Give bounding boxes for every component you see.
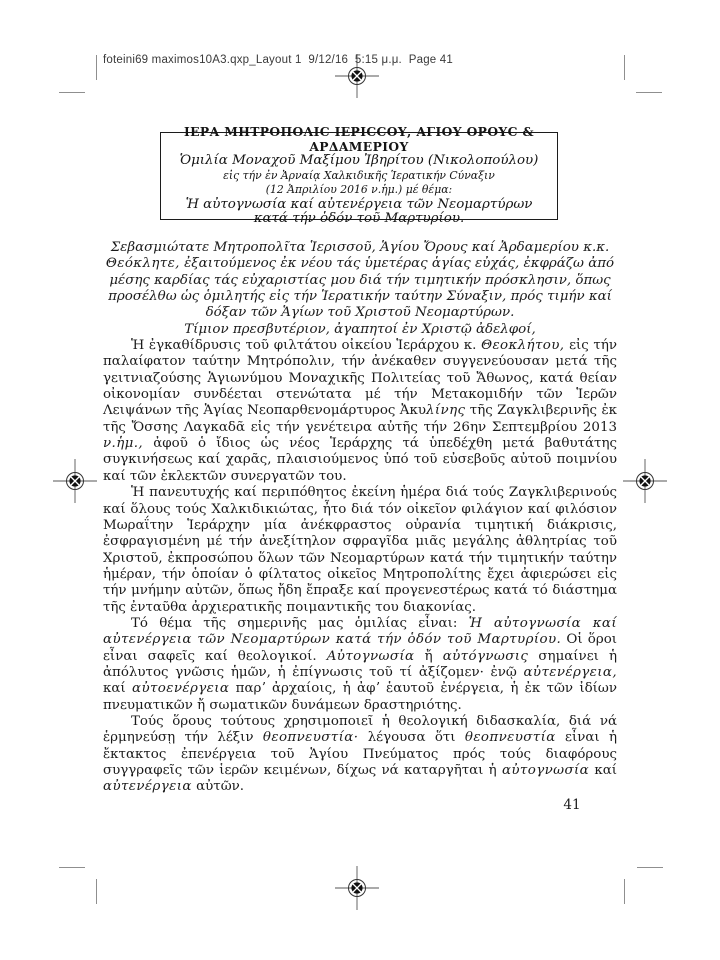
text-segment: αὐτόγνωσις — [442, 648, 529, 664]
text-segment: Σεβασμιώτατε Μητροπολῖτα Ἱερισσοῦ, Ἁγίου Ὄρους καί Ἀρδαμερίου κ.κ. — [110, 240, 610, 255]
text-segment: λέγουσα ὅτι — [358, 730, 465, 746]
text-segment: παρʼ ἀρχαίοις, ἡ ἀφʼ ἑαυτοῦ ἐνέργεια, ἡ ἐκ τῶν ἰδίων πνευματικῶν ἤ σωματικῶν δυνάμεων δραστηριότης. — [103, 681, 617, 713]
title-line: ΙΕΡΑ ΜΗΤΡΟΠΟΛΙC ΙΕΡΙCCΟΥ, ΑΓΙΟΥ ΟΡΟΥC & ΑΡΔΑΜΕΡΙΟΥ — [184, 123, 534, 154]
text-segment: Ἡ αὐτογνωσία καί αὐτενέργεια τῶν Νεομαρτύρων κατά τήν ὁδόν τοῦ Μαρτυρίου. — [103, 615, 617, 648]
crop-mark-top-right-v — [624, 55, 625, 80]
text-segment: θεοπνευστία — [464, 730, 556, 746]
text-segment: ἐξαιτούμενος ἐκ νέου τάς ὑμετέρας ἁγίας εὐχάς, ἐκφράζω ἀπό μέσης καρδίας τάς εὐχαριστίας μου διά τήν τιμητικήν πρόσκλησιν, ὅπως προσέλθω ὡς ὁμιλητής εἰς τήν Ἱερατικήν ταύτην Σύναξιν, πρός τιμήν καί δόξαν τῶν Ἁγίων τοῦ Χριστοῦ Νεομαρτύρων. — [108, 256, 615, 321]
crop-mark-bottom-left-h — [59, 867, 85, 868]
text-segment: εἰς τήν παλαίφατον ταύτην Μητρόπολιν, τήν ἀνέκαθεν συγγενεύουσαν μετά τῆς γειτνιαζούσης Ἁγιωνύμου Μοναχικῆς Πολιτείας τοῦ Ἄθωνος, κατά θείαν οἰκονομίαν συνδέεται στενώτατα μέ τήν Μετακομιδήν τῶν Ἱερῶν Λειψάνων τῆς Ἁγίας Νεοπαρθενομάρτυρος Ἀκυ — [103, 338, 617, 419]
title-line: (12 Ἀπριλίου 2016 ν.ἡμ.) μέ θέμα: — [265, 183, 453, 197]
title-line: κατά τήν ὁδόν τοῦ Μαρτυρίου. — [253, 211, 465, 227]
crop-mark-top-left-v — [96, 55, 97, 80]
crop-mark-bottom-left-v — [96, 879, 97, 904]
body-paragraph — [103, 714, 617, 796]
text-segment: λίνης — [426, 403, 466, 419]
title-line: Ἡ αὐτογνωσία καί αὐτενέργεια τῶν Νεομαρτύρων — [185, 196, 533, 212]
registration-mark-top-icon — [335, 54, 379, 98]
slug-line: foteini69 maximos10A3.qxp_Layout 1 9/12/16 5:15 μ.μ. Page 41 — [103, 54, 453, 66]
text-segment: τῆς Ζαγκλιβερινῆς ἐκ τῆς Ὄσσης Λαγκαδᾶ εἰς τήν γενέτειρα αὐτῆς τήν 26ην Σεπτεμβρίου 2013 — [103, 403, 617, 435]
registration-mark-bottom-icon — [335, 866, 379, 910]
text-segment: ἤ — [414, 648, 443, 664]
crop-mark-bottom-right-v — [624, 879, 625, 904]
crop-mark-top-left-h — [59, 92, 85, 93]
text-segment: Θεοκλήτου, — [481, 338, 565, 354]
text-segment: Τούς ὅρους τούτους χρησιμοποιεῖ ἡ θεολογική διδασκαλία, διά νά ἑρμηνεύσῃ τήν λέξιν — [103, 713, 617, 746]
text-segment: Αὐτογνωσία — [326, 648, 415, 664]
crop-mark-top-right-h — [636, 92, 662, 93]
text-segment: Ἡ πανευτυχής καί περιπόθητος ἐκείνη ἡμέρα διά τούς Ζαγκλιβερινούς καί ὅλους τούς Χαλκιδικιώτας, ἦτο διά τόν οἰκεῖον φιλάγιον καί φιλόσιον Μωραΐτην Ἱεράρχην μία ἀνέκφραστος οὐρανία τιμητική διάκρισις, ἐσφραγισμένη μέ τήν ἀνεξίτηλον σφραγῖδα μιᾶς μεγάλης ἀθλητρίας τοῦ Χριστοῦ, ἐκπροσώπου ὅλων τῶν Νεομαρτύρων κατά τήν τιμητικήν ταύτην ἡμέραν, τήν ὁποίαν ὁ φίλτατος οἰκεῖος Μητροπολίτης ἔχει ἀφιερώσει εἰς τήν μνήμην αὐτῶν, ὅπως ἤδη ἔπραξε καί προγενεστέρως κατά τό διάστημα τῆς ἐνταῦθα ἀρχιερατικῆς ποιμαντικῆς του διακονίας. — [103, 485, 617, 615]
text-segment: καί — [103, 681, 132, 697]
text-segment: αὐτῶν. — [191, 779, 245, 795]
registration-mark-right-icon — [623, 459, 667, 503]
text-segment: θεοπνευστία· — [262, 730, 359, 746]
salutation-line: Τίμιον πρεσβυτέριον, ἀγαπητοί ἐν Χριστῷ ἀδελφοί, — [184, 321, 536, 337]
text-segment: Τό θέμα τῆς σημερινῆς μας ὁμιλίας εἶναι: — [131, 615, 469, 631]
title-line: Ὁμιλία Μοναχοῦ Μαξίμου Ἰβηρίτου (Νικολοπούλου) — [179, 153, 539, 169]
text-segment: σημαίνει ἡ ἀπόλυτος γνῶσις ἡμῶν, ἡ ἐπίγνωσις τοῦ τί ἀξίζομεν· ἐνῷ — [103, 648, 618, 680]
crop-mark-bottom-right-h — [637, 867, 663, 868]
title-line: εἰς τήν ἐν Ἀρναίᾳ Χαλκιδικῆς Ἱερατικήν Cύναξιν — [223, 168, 495, 182]
body-paragraph — [103, 338, 617, 485]
text-segment: εἶναι ἡ ἔκτακτος ἐπενέργεια τοῦ Ἁγίου Πνεύματος πρός τούς διαφόρους συγγραφεῖς τῶν ἱερῶν κειμένων, δίχως νά καταργῆται ἡ — [103, 730, 617, 778]
intro-paragraph — [103, 240, 617, 322]
text-segment: αὐτοενέργεια — [132, 681, 230, 697]
text-segment: ἀφοῦ ὁ ἴδιος ὡς νέος Ἱεράρχης τά ὑπεδέχθη μετά βαθυτάτης συγκινήσεως καί χαρᾶς, πλαισιούμενος ὑπό τοῦ εὐσεβοῦς αὐτοῦ ποιμνίου καί τῶν ἐκλεκτῶν συνεργατῶν του. — [103, 436, 617, 484]
text-segment: Οἱ ὅροι εἶναι σαφεῖς καί θεολογικοί. — [103, 632, 617, 664]
body-paragraph — [103, 485, 617, 616]
body-paragraph — [103, 616, 617, 714]
text-segment: Θεόκλητε, — [105, 256, 180, 272]
body-text — [103, 240, 617, 796]
text-segment: αὐτενέργεια, — [523, 664, 617, 680]
title-box — [160, 123, 558, 227]
text-segment: Ἡ ἐγκαθίδρυσις τοῦ φιλτάτου οἰκείου Ἱεράρχου κ. — [131, 338, 482, 354]
text-segment: ν.ἡμ., — [103, 436, 144, 452]
text-segment: καί — [589, 763, 617, 778]
text-segment: αὐτενέργεια — [103, 779, 192, 795]
text-segment: αὐτογνωσία — [501, 763, 590, 778]
registration-mark-left-icon — [53, 459, 97, 503]
page-number: 41 — [563, 797, 581, 813]
